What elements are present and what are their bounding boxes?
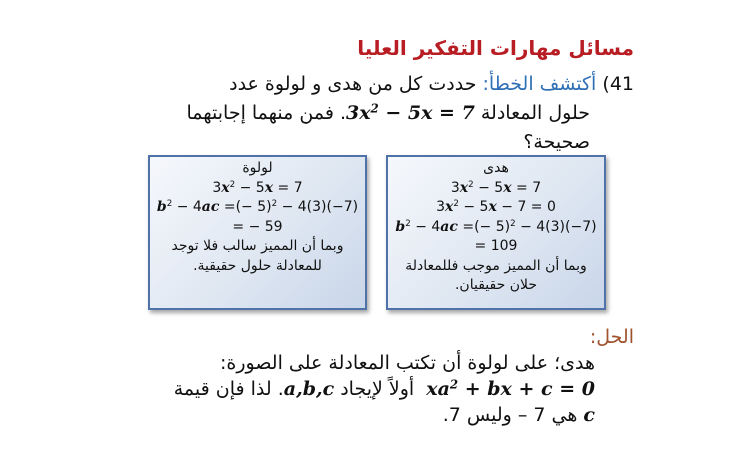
laila-result: = − 59: [232, 218, 283, 235]
huda-conclusion-1: وبما أن المميز موجب فللمعادلة: [405, 257, 587, 274]
laila-discriminant: $b^2 - 4ac$ =(− 5)$^2$ − 4(3)(−7): [156, 199, 359, 215]
problem-line-1: [60, 70, 634, 99]
huda-answer-box: [386, 155, 606, 310]
huda-conclusion-2: حلان حقيقيان.: [454, 277, 537, 293]
page-title: مسائل مهارات التفكير العليا: [357, 36, 634, 60]
huda-name: هدى: [483, 160, 509, 176]
problem-line-3: صحيحة؟: [523, 131, 590, 153]
find-error-label: أكتشف الخطأ:: [482, 73, 597, 95]
problem-text-3: . فمن منهما إجابتهما: [186, 102, 346, 124]
problem-line-2: [60, 99, 590, 128]
huda-discriminant: $b^2 - 4ac$ =(− 5)$^2$ − 4(3)(−7): [395, 218, 597, 235]
problem-text-2: حلول المعادلة: [480, 102, 590, 124]
laila-equation: $3x^2 - 5x = 7$: [212, 179, 303, 196]
problem-text-1: حددت كل من هدى و لولوة عدد: [229, 73, 477, 95]
general-form-equation: $xa^2$ + bx + c = 0: [426, 377, 595, 400]
solution-line-1: هدى؛ على لولوة أن تكتب المعادلة على الصورة:: [219, 352, 595, 374]
solution-line-3: [60, 402, 595, 428]
c-variable: c: [583, 404, 595, 426]
problem-number: 41): [602, 73, 634, 95]
laila-conclusion-1: وبما أن المميز سالب فلا توجد: [171, 238, 344, 254]
laila-name: لولوة: [242, 160, 273, 176]
laila-answer-box: [148, 155, 367, 310]
solution-label: الحل:: [589, 326, 634, 348]
huda-result: = 109: [474, 238, 518, 254]
solution-line-2: [60, 376, 595, 402]
solution-text-2: أولاً لإيجاد: [340, 378, 415, 400]
solution-text-3: . لذا فإن قيمة: [173, 378, 284, 400]
huda-equation: $3x^2 - 5x = 7$: [450, 179, 542, 196]
problem-statement: [60, 70, 634, 157]
huda-standard-form: $3x^2 - 5x - 7 = 0$: [436, 199, 556, 215]
laila-conclusion-2: للمعادلة حلول حقيقية.: [193, 257, 322, 274]
coefficients: a,b,c: [283, 378, 335, 400]
problem-equation-rendered: $3x^2 - 5x = 7$: [345, 101, 475, 124]
solution-text: [60, 350, 595, 428]
solution-text-4: هي 7 – وليس 7.: [442, 404, 578, 426]
